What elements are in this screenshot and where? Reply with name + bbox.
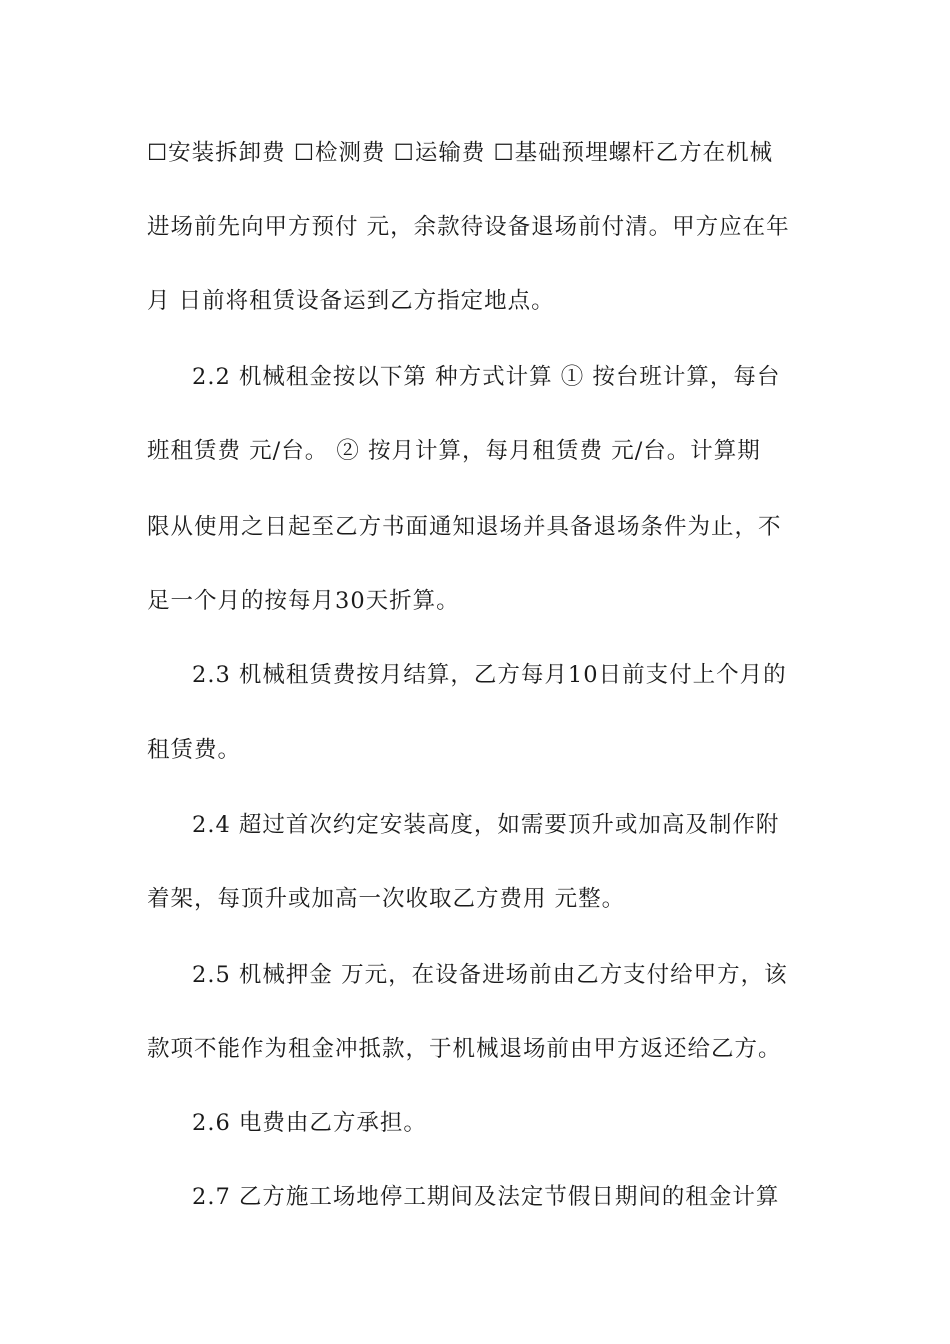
text-line-7: 足一个月的按每月30天折算。	[147, 588, 460, 614]
text-line-9: 租赁费。	[147, 737, 242, 763]
text-line-6: 限从使用之日起至乙方书面通知退场并具备退场条件为止，不	[147, 514, 782, 540]
clause-2-4: 2.4 超过首次约定安装高度，如需要顶升或加高及制作附	[192, 812, 780, 838]
text-line-3: 月 日前将租赁设备运到乙方指定地点。	[147, 288, 555, 314]
text-line-2: 进场前先向甲方预付 元，余款待设备退场前付清。甲方应在年	[147, 214, 790, 240]
clause-2-7: 2.7 乙方施工场地停工期间及法定节假日期间的租金计算	[192, 1184, 780, 1210]
clause-2-2: 2.2 机械租金按以下第 种方式计算 ① 按台班计算，每台	[192, 364, 781, 390]
text-line-1: ☐安装拆卸费 ☐检测费 ☐运输费 ☐基础预埋螺杆乙方在机械	[147, 140, 774, 166]
text-line-11: 着架，每顶升或加高一次收取乙方费用 元整。	[147, 886, 626, 912]
text-line-5: 班租赁费 元/台。 ② 按月计算，每月租赁费 元/台。计算期	[147, 438, 761, 464]
clause-2-3: 2.3 机械租赁费按月结算，乙方每月10日前支付上个月的	[192, 662, 787, 688]
clause-2-6: 2.6 电费由乙方承担。	[192, 1110, 427, 1136]
text-line-13: 款项不能作为租金冲抵款，于机械退场前由甲方返还给乙方。	[147, 1036, 782, 1062]
clause-2-5: 2.5 机械押金 万元，在设备进场前由乙方支付给甲方，该	[192, 962, 788, 988]
